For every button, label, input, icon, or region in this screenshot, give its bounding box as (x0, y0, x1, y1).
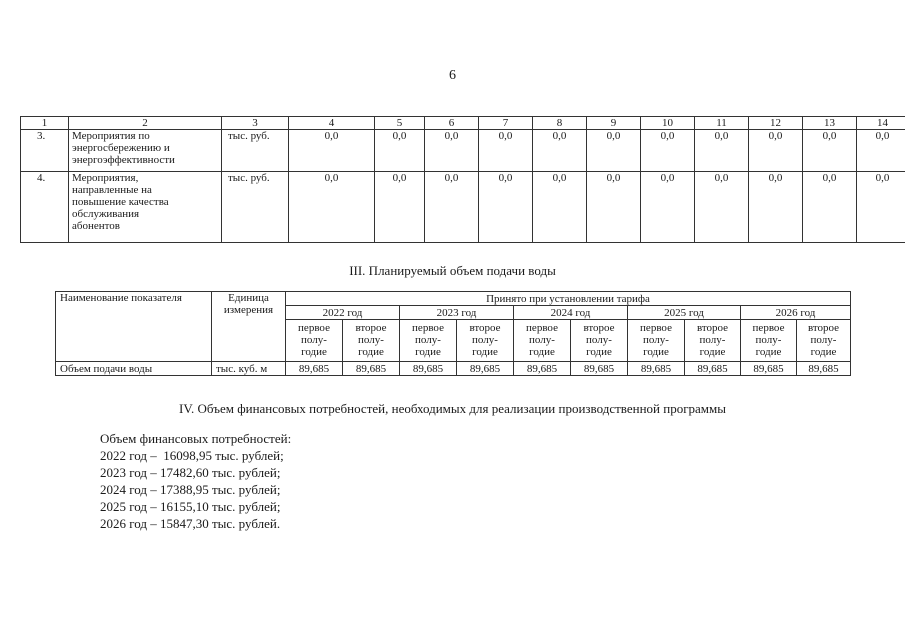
half-line: полу- (358, 334, 384, 346)
header-row (56, 292, 851, 306)
half-line: второе (469, 322, 501, 334)
half-line: полу- (301, 334, 327, 346)
measures-table (20, 116, 905, 243)
year-header: 2025 год (628, 306, 741, 320)
col-unit-line: измерения (223, 304, 274, 316)
col-name-header: Наименование показателя (56, 292, 212, 362)
row-name (69, 130, 222, 172)
half-line: годие (755, 346, 782, 358)
half-line: второе (696, 322, 729, 334)
col-number: 10 (641, 117, 695, 130)
col-number: 3 (222, 117, 289, 130)
row-value: 0,0 (479, 172, 533, 243)
half-second-header (343, 320, 400, 362)
row-name-line: обслуживания (72, 208, 140, 220)
col-number: 13 (803, 117, 857, 130)
row-unit: тыс. руб. (222, 130, 289, 172)
year-header: 2022 год (286, 306, 400, 320)
half-line: первое (640, 322, 672, 334)
half-line: полу- (586, 334, 612, 346)
row-value: 89,685 (797, 362, 851, 376)
row-value: 0,0 (641, 172, 695, 243)
half-first-header (514, 320, 571, 362)
column-number-row (21, 117, 905, 130)
row-value: 89,685 (571, 362, 628, 376)
half-first-header (286, 320, 343, 362)
row-number: 4. (21, 172, 69, 243)
row-value: 0,0 (479, 130, 533, 172)
col-number: 9 (587, 117, 641, 130)
row-value: 0,0 (425, 130, 479, 172)
row-value: 0,0 (375, 172, 425, 243)
col-number: 12 (749, 117, 803, 130)
col-number: 7 (479, 117, 533, 130)
col-number: 8 (533, 117, 587, 130)
table-row (21, 130, 905, 172)
half-second-header (797, 320, 851, 362)
half-second-header (571, 320, 628, 362)
half-line: годие (472, 346, 498, 358)
half-line: полу- (529, 334, 555, 346)
row-name-line: энергоэффективности (72, 154, 175, 166)
row-number: 3. (21, 130, 69, 172)
row-name-line: Мероприятия, (72, 172, 139, 184)
row-value: 0,0 (641, 130, 695, 172)
half-first-header (628, 320, 685, 362)
row-value: 89,685 (628, 362, 685, 376)
row-name-line: направленные на (72, 184, 152, 196)
half-line: годие (586, 346, 612, 358)
row-value: 0,0 (749, 130, 803, 172)
half-line: полу- (755, 334, 782, 346)
row-value: 0,0 (289, 172, 375, 243)
half-line: годие (643, 346, 669, 358)
row-value: 0,0 (803, 130, 857, 172)
row-value: 89,685 (286, 362, 343, 376)
half-line: первое (526, 322, 558, 334)
half-line: годие (529, 346, 555, 358)
row-name (69, 172, 222, 243)
half-line: полу- (415, 334, 441, 346)
row-value: 89,685 (685, 362, 741, 376)
section-3-title: III. Планируемый объем подачи воды (349, 263, 556, 278)
half-line: годие (699, 346, 726, 358)
financial-line: 2026 год – 15847,30 тыс. рублей. (100, 516, 281, 531)
row-value: 0,0 (857, 130, 905, 172)
half-line: годие (358, 346, 384, 358)
row-unit: тыс. куб. м (212, 362, 286, 376)
half-line: второе (355, 322, 387, 334)
half-line: второе (807, 322, 840, 334)
water-supply-table (55, 291, 851, 376)
row-value: 89,685 (343, 362, 400, 376)
row-value: 0,0 (695, 130, 749, 172)
row-value: 89,685 (741, 362, 797, 376)
half-line: полу- (810, 334, 837, 346)
col-number: 14 (857, 117, 905, 130)
col-number: 5 (375, 117, 425, 130)
half-first-header (400, 320, 457, 362)
col-number: 6 (425, 117, 479, 130)
financial-heading: Объем финансовых потребностей: (100, 431, 292, 446)
col-number: 11 (695, 117, 749, 130)
table-row (56, 362, 851, 376)
half-line: годие (810, 346, 837, 358)
financial-line: 2024 год – 17388,95 тыс. рублей; (100, 482, 281, 497)
financial-line: 2023 год – 17482,60 тыс. рублей; (100, 465, 281, 480)
row-value: 0,0 (695, 172, 749, 243)
row-value: 0,0 (857, 172, 905, 243)
row-value: 0,0 (425, 172, 479, 243)
half-line: годие (301, 346, 327, 358)
row-name-line: энергосбережению и (72, 142, 170, 154)
half-line: полу- (643, 334, 669, 346)
row-value: 0,0 (375, 130, 425, 172)
half-line: полу- (699, 334, 726, 346)
col-unit-header (212, 292, 286, 362)
half-first-header (741, 320, 797, 362)
table-row (21, 172, 905, 243)
financial-line: 2022 год – 16098,95 тыс. рублей; (100, 448, 284, 463)
half-line: первое (752, 322, 785, 334)
row-name-line: Мероприятия по (72, 130, 150, 142)
year-header: 2024 год (514, 306, 628, 320)
col-number: 2 (69, 117, 222, 130)
half-second-header (457, 320, 514, 362)
row-name-line: абонентов (72, 220, 120, 232)
half-line: полу- (472, 334, 498, 346)
half-second-header (685, 320, 741, 362)
row-value: 0,0 (289, 130, 375, 172)
half-line: первое (412, 322, 444, 334)
row-value: 89,685 (400, 362, 457, 376)
col-number: 1 (21, 117, 69, 130)
section-4-title: IV. Объем финансовых потребностей, необходимых для реализации производственной программы (179, 401, 726, 416)
financial-line: 2025 год – 16155,10 тыс. рублей; (100, 499, 281, 514)
row-value: 0,0 (587, 130, 641, 172)
col-unit-line: Единица (228, 292, 269, 304)
half-line: первое (298, 322, 330, 334)
row-value: 0,0 (749, 172, 803, 243)
page-number: 6 (449, 68, 456, 83)
row-value: 0,0 (533, 172, 587, 243)
row-value: 0,0 (803, 172, 857, 243)
row-value: 89,685 (457, 362, 514, 376)
year-header: 2023 год (400, 306, 514, 320)
half-line: второе (583, 322, 615, 334)
half-line: годие (415, 346, 441, 358)
financial-needs (100, 430, 291, 532)
tariff-header: Принято при установлении тарифа (286, 292, 851, 306)
row-name-line: повышение качества (72, 196, 169, 208)
row-name: Объем подачи воды (56, 362, 212, 376)
row-unit: тыс. руб. (222, 172, 289, 243)
row-value: 89,685 (514, 362, 571, 376)
row-value: 0,0 (587, 172, 641, 243)
year-header: 2026 год (741, 306, 851, 320)
col-number: 4 (289, 117, 375, 130)
row-value: 0,0 (533, 130, 587, 172)
